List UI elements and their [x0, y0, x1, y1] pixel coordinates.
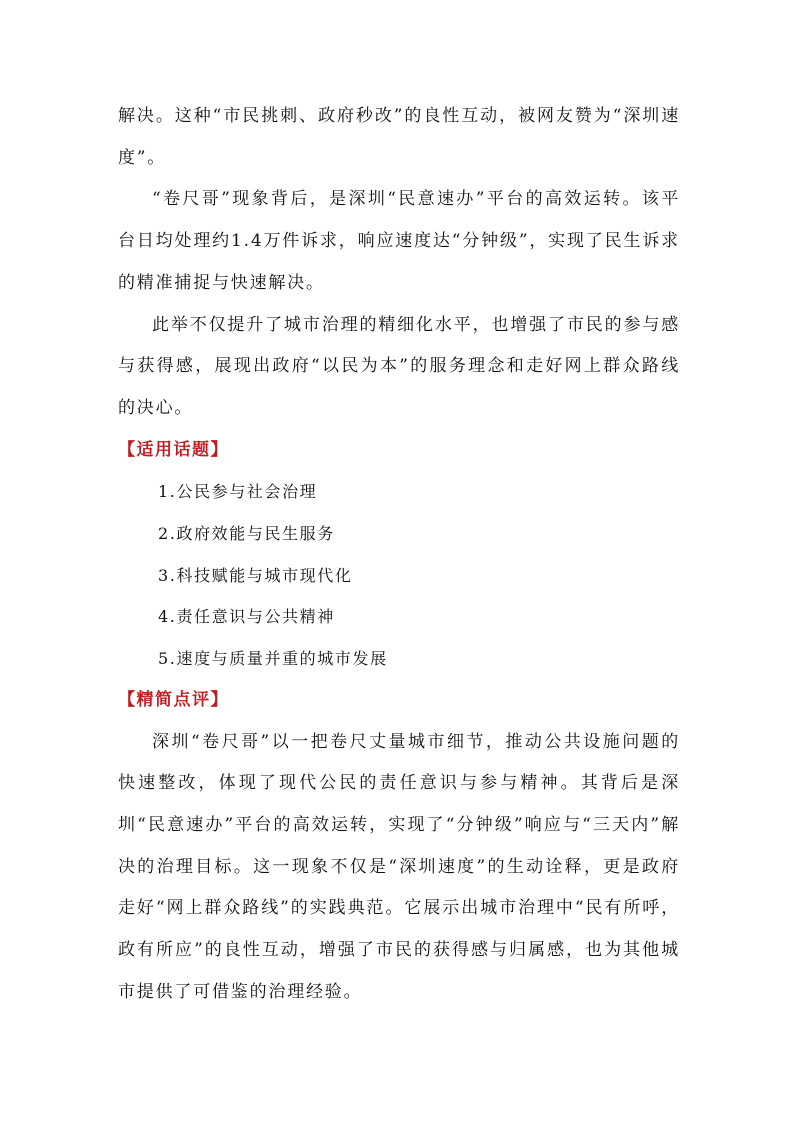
paragraph-continuation: 解决。这种“市民挑刺、政府秒改”的良性互动，被网友赞为“深圳速度”。	[118, 106, 680, 168]
topic-item: 1.公民参与社会治理	[158, 482, 318, 502]
comment-paragraph: 深圳“卷尺哥”以一把卷尺丈量城市细节，推动公共设施问题的快速整改，体现了现代公民的责任意识与参与精神。其背后是深圳“民意速办”平台的高效运转，实现了“分钟级”响应与“三天内”解决的治理目标。这一现象不仅是“深圳速度”的生动诠释，更是政府走好“网上群众路线”的实践典范。它展示出城市治理中“民有所呼，政有所应”的良性互动，增强了市民的获得感与归属感，也为其他城市提供了可借鉴的治理经验。	[118, 731, 680, 1002]
paragraph-platform: “卷尺哥”现象背后，是深圳“民意速办”平台的高效运转。该平台日均处理约1.4万件诉求，响应速度达“分钟级”，实现了民生诉求的精准捕捉与快速解决。	[118, 189, 680, 293]
topic-item: 2.政府效能与民生服务	[158, 524, 335, 544]
topic-item: 5.速度与质量并重的城市发展	[158, 649, 388, 669]
topic-item: 3.科技赋能与城市现代化	[158, 565, 353, 585]
comment-heading: 【精简点评】	[118, 689, 229, 710]
document-page	[118, 96, 680, 1013]
topics-heading: 【适用话题】	[118, 439, 229, 460]
topics-list	[118, 471, 680, 680]
paragraph-significance: 此举不仅提升了城市治理的精细化水平，也增强了市民的参与感与获得感，展现出政府“以民为本”的服务理念和走好网上群众路线的决心。	[118, 314, 680, 418]
topic-item: 4.责任意识与公共精神	[158, 607, 335, 627]
